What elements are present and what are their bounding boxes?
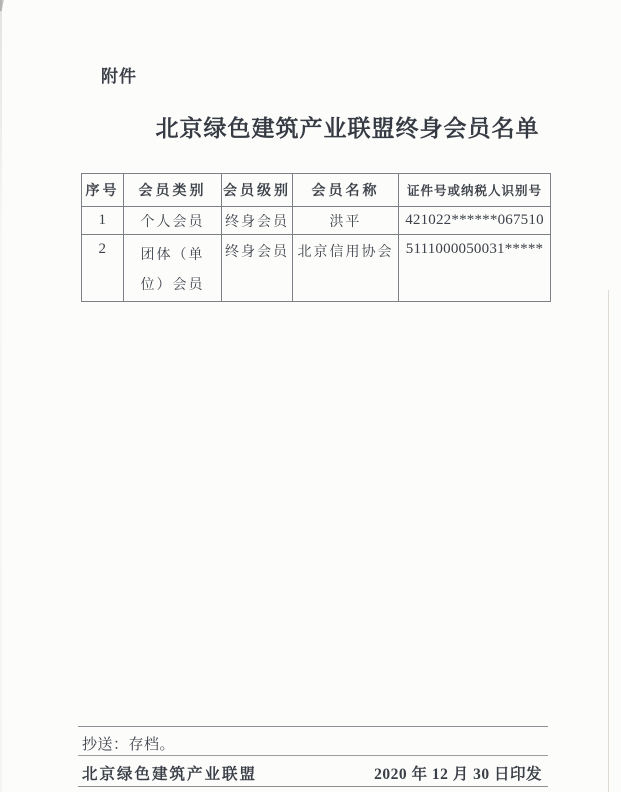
cell-name: 北京信用协会 <box>293 235 399 302</box>
footer-divider-bottom <box>78 786 548 787</box>
footer-divider-top <box>78 726 548 727</box>
cell-index: 2 <box>82 235 124 302</box>
header-level: 会员级别 <box>222 174 293 207</box>
cell-level: 终身会员 <box>222 235 293 302</box>
cell-id-number: 5111000050031***** <box>399 235 551 302</box>
attachment-label: 附件 <box>101 67 137 86</box>
header-name: 会员名称 <box>293 174 399 207</box>
scan-right-edge-shadow <box>608 290 609 792</box>
cell-category <box>124 235 222 302</box>
header-id-number: 证件号或纳税人识别号 <box>399 174 551 207</box>
footer-divider-middle <box>78 755 548 756</box>
document-title: 北京绿色建筑产业联盟终身会员名单 <box>155 115 540 141</box>
cell-name: 洪平 <box>293 207 399 235</box>
cell-index: 1 <box>82 207 124 235</box>
cell-id-number: 421022******067510 <box>399 207 551 235</box>
table-header-row <box>82 174 551 207</box>
header-category: 会员类别 <box>124 174 222 207</box>
cell-category-text: 团体（单位）会员 <box>140 248 205 293</box>
scan-left-edge-shadow <box>0 0 2 792</box>
table-row <box>82 235 551 302</box>
cell-level: 终身会员 <box>222 207 293 235</box>
header-index: 序号 <box>82 174 124 207</box>
copy-to-note: 抄送：存档。 <box>82 737 176 753</box>
issuing-organization: 北京绿色建筑产业联盟 <box>82 766 258 783</box>
cell-category: 个人会员 <box>124 207 222 235</box>
table-row <box>82 207 551 235</box>
issue-date: 2020 年 12 月 30 日印发 <box>374 766 542 783</box>
member-table <box>81 173 551 302</box>
